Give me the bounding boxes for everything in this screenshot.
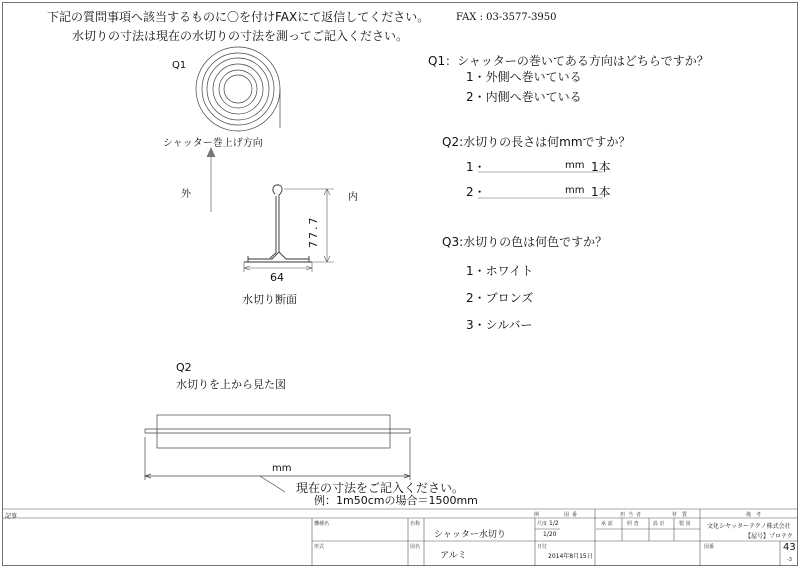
- question-3: Q3:水切りの色は何色ですか？: [442, 235, 608, 249]
- role-approve: 承 認: [601, 521, 613, 527]
- scale-value-2: 1/20: [543, 531, 557, 538]
- header-cell-2: 図: [564, 512, 570, 518]
- header-cell-8: 質: [682, 512, 688, 518]
- section-caption: 水切り断面: [242, 293, 297, 306]
- q2-row-2-number: 2・: [466, 185, 486, 199]
- q1-option-2[interactable]: 2・内側へ巻いている: [466, 90, 582, 104]
- drawing-name-label: 図名: [410, 544, 421, 550]
- kind-label: 機種名: [314, 521, 330, 527]
- q3-option-1[interactable]: 1・ホワイト: [466, 264, 534, 278]
- header-cell-3: 番: [572, 512, 578, 518]
- q2-row-2-qty: 1本: [591, 185, 611, 199]
- roll-direction-label: シャッター巻上げ方向: [163, 138, 263, 149]
- header-cell-6: 者: [636, 512, 642, 518]
- measure-note: 水切りの寸法は現在の水切りの寸法を測ってご記入ください。: [72, 29, 409, 43]
- title-block-grid: [2, 509, 798, 566]
- question-2: Q2:水切りの長さは何mmですか？: [442, 135, 631, 149]
- company-division: 【屋号】プロテク: [745, 533, 793, 540]
- drawing-sub-number: -3: [787, 557, 792, 563]
- q3-option-3[interactable]: 3・シルバー: [466, 318, 533, 332]
- form-label: 形式: [314, 544, 325, 550]
- header-cell-1: 例: [534, 512, 540, 518]
- q1-option-1[interactable]: 1・外側へ巻いている: [466, 70, 582, 84]
- question-1: Q1：シャッターの巻いてある方向はどちらですか？: [428, 54, 709, 68]
- fax-number: FAX : 03-3577-3950: [456, 12, 557, 23]
- shutter-coil-drawing: [196, 47, 280, 131]
- length-note-1: 現在の寸法をご記入ください。: [296, 481, 465, 495]
- role-design: 設 計: [653, 521, 665, 527]
- q2-row-1-unit: mm: [565, 160, 585, 171]
- q2-row-2-unit: mm: [565, 185, 585, 196]
- outside-label: 外: [181, 189, 191, 200]
- dimension-lines: [244, 189, 334, 272]
- header-cell-10: 考: [756, 512, 762, 518]
- length-unit-label: mm: [272, 463, 292, 474]
- role-draft: 製 図: [679, 521, 691, 527]
- notes-label: 記事: [5, 513, 18, 520]
- q2-row-1-qty: 1本: [591, 160, 611, 174]
- height-dimension: 77.7: [307, 215, 320, 248]
- drawing-number-label: 図番: [704, 544, 715, 550]
- role-check: 照 査: [627, 521, 639, 527]
- water-drain-profile: [244, 185, 312, 262]
- header-cell-7: 材: [672, 512, 678, 518]
- header-cell-9: 備: [746, 512, 752, 518]
- q2-row-1-number: 1・: [466, 160, 486, 174]
- company-name: 文化シヤッターテクノ株式会社: [707, 523, 791, 530]
- width-dimension: 64: [270, 271, 284, 284]
- header-cell-4: 担: [620, 512, 626, 518]
- date-label: 日付: [537, 544, 548, 550]
- q3-option-2[interactable]: 2・ブロンズ: [466, 291, 534, 305]
- length-note-2: 例：1m50cmの場合＝1500mm: [314, 494, 478, 507]
- header-cell-5: 当: [628, 512, 634, 518]
- name-label: 名称: [410, 521, 421, 527]
- roll-direction-arrow: [207, 148, 215, 212]
- scale-label: 尺度: [537, 521, 548, 527]
- top-view-caption: 水切りを上から見た図: [176, 378, 286, 391]
- date-value: 2014年8月15日: [548, 553, 593, 560]
- name-value: シャッター水切り: [434, 530, 506, 540]
- scale-value-1: 1/2: [549, 520, 559, 527]
- drawing-name-value: アルミ: [440, 551, 467, 561]
- q2-diagram-label: Q2: [176, 361, 192, 374]
- q1-diagram-label: Q1: [172, 60, 187, 71]
- inside-label: 内: [348, 192, 358, 203]
- instruction-text: 下記の質問事項へ該当するものに〇を付けFAXにて返信してください。: [47, 10, 430, 24]
- drawing-number: 43: [783, 542, 796, 553]
